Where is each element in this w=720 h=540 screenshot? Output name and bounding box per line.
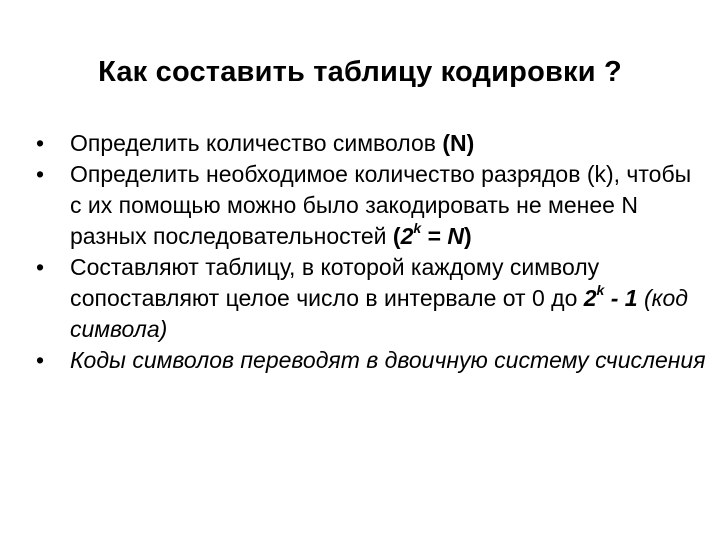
formula-exponent: k: [413, 220, 422, 237]
bullet-text: Определить количество символов: [70, 130, 443, 156]
bullet-marker: •: [36, 130, 45, 156]
code-note: (код символа): [70, 285, 688, 342]
bullet-text: Составляют таблицу, в которой каждому символу сопоставляют целое число в интервале от 0 до: [70, 254, 600, 311]
formula-equals: =: [421, 223, 448, 249]
list-item: [36, 159, 706, 252]
list-item: [36, 128, 706, 159]
formula: [392, 220, 472, 249]
bullet-text: Коды символов переводят в двоичную систему счисления: [70, 347, 706, 373]
slide-title: Как составить таблицу кодировки ?: [98, 56, 622, 88]
formula-close: ): [464, 223, 472, 249]
range-base: 2: [583, 285, 597, 311]
range-exponent: k: [596, 282, 605, 299]
range-tail: - 1: [604, 285, 638, 311]
bullet-text: Определить необходимое количество разрядов (k), чтобы с их помощью можно было закодировать не менее N разных последовательностей: [70, 161, 692, 249]
list-item: [36, 252, 706, 345]
formula-n: N: [447, 223, 465, 249]
formula-base: 2: [400, 223, 414, 249]
formula-open: (: [392, 223, 401, 249]
bullet-bold-suffix: (N): [442, 130, 475, 156]
range-formula: [583, 282, 638, 311]
bullet-marker: •: [36, 161, 45, 187]
list-item: [36, 345, 706, 376]
bullet-list: [36, 128, 706, 376]
bullet-marker: •: [36, 254, 45, 280]
bullet-marker: •: [36, 347, 45, 373]
